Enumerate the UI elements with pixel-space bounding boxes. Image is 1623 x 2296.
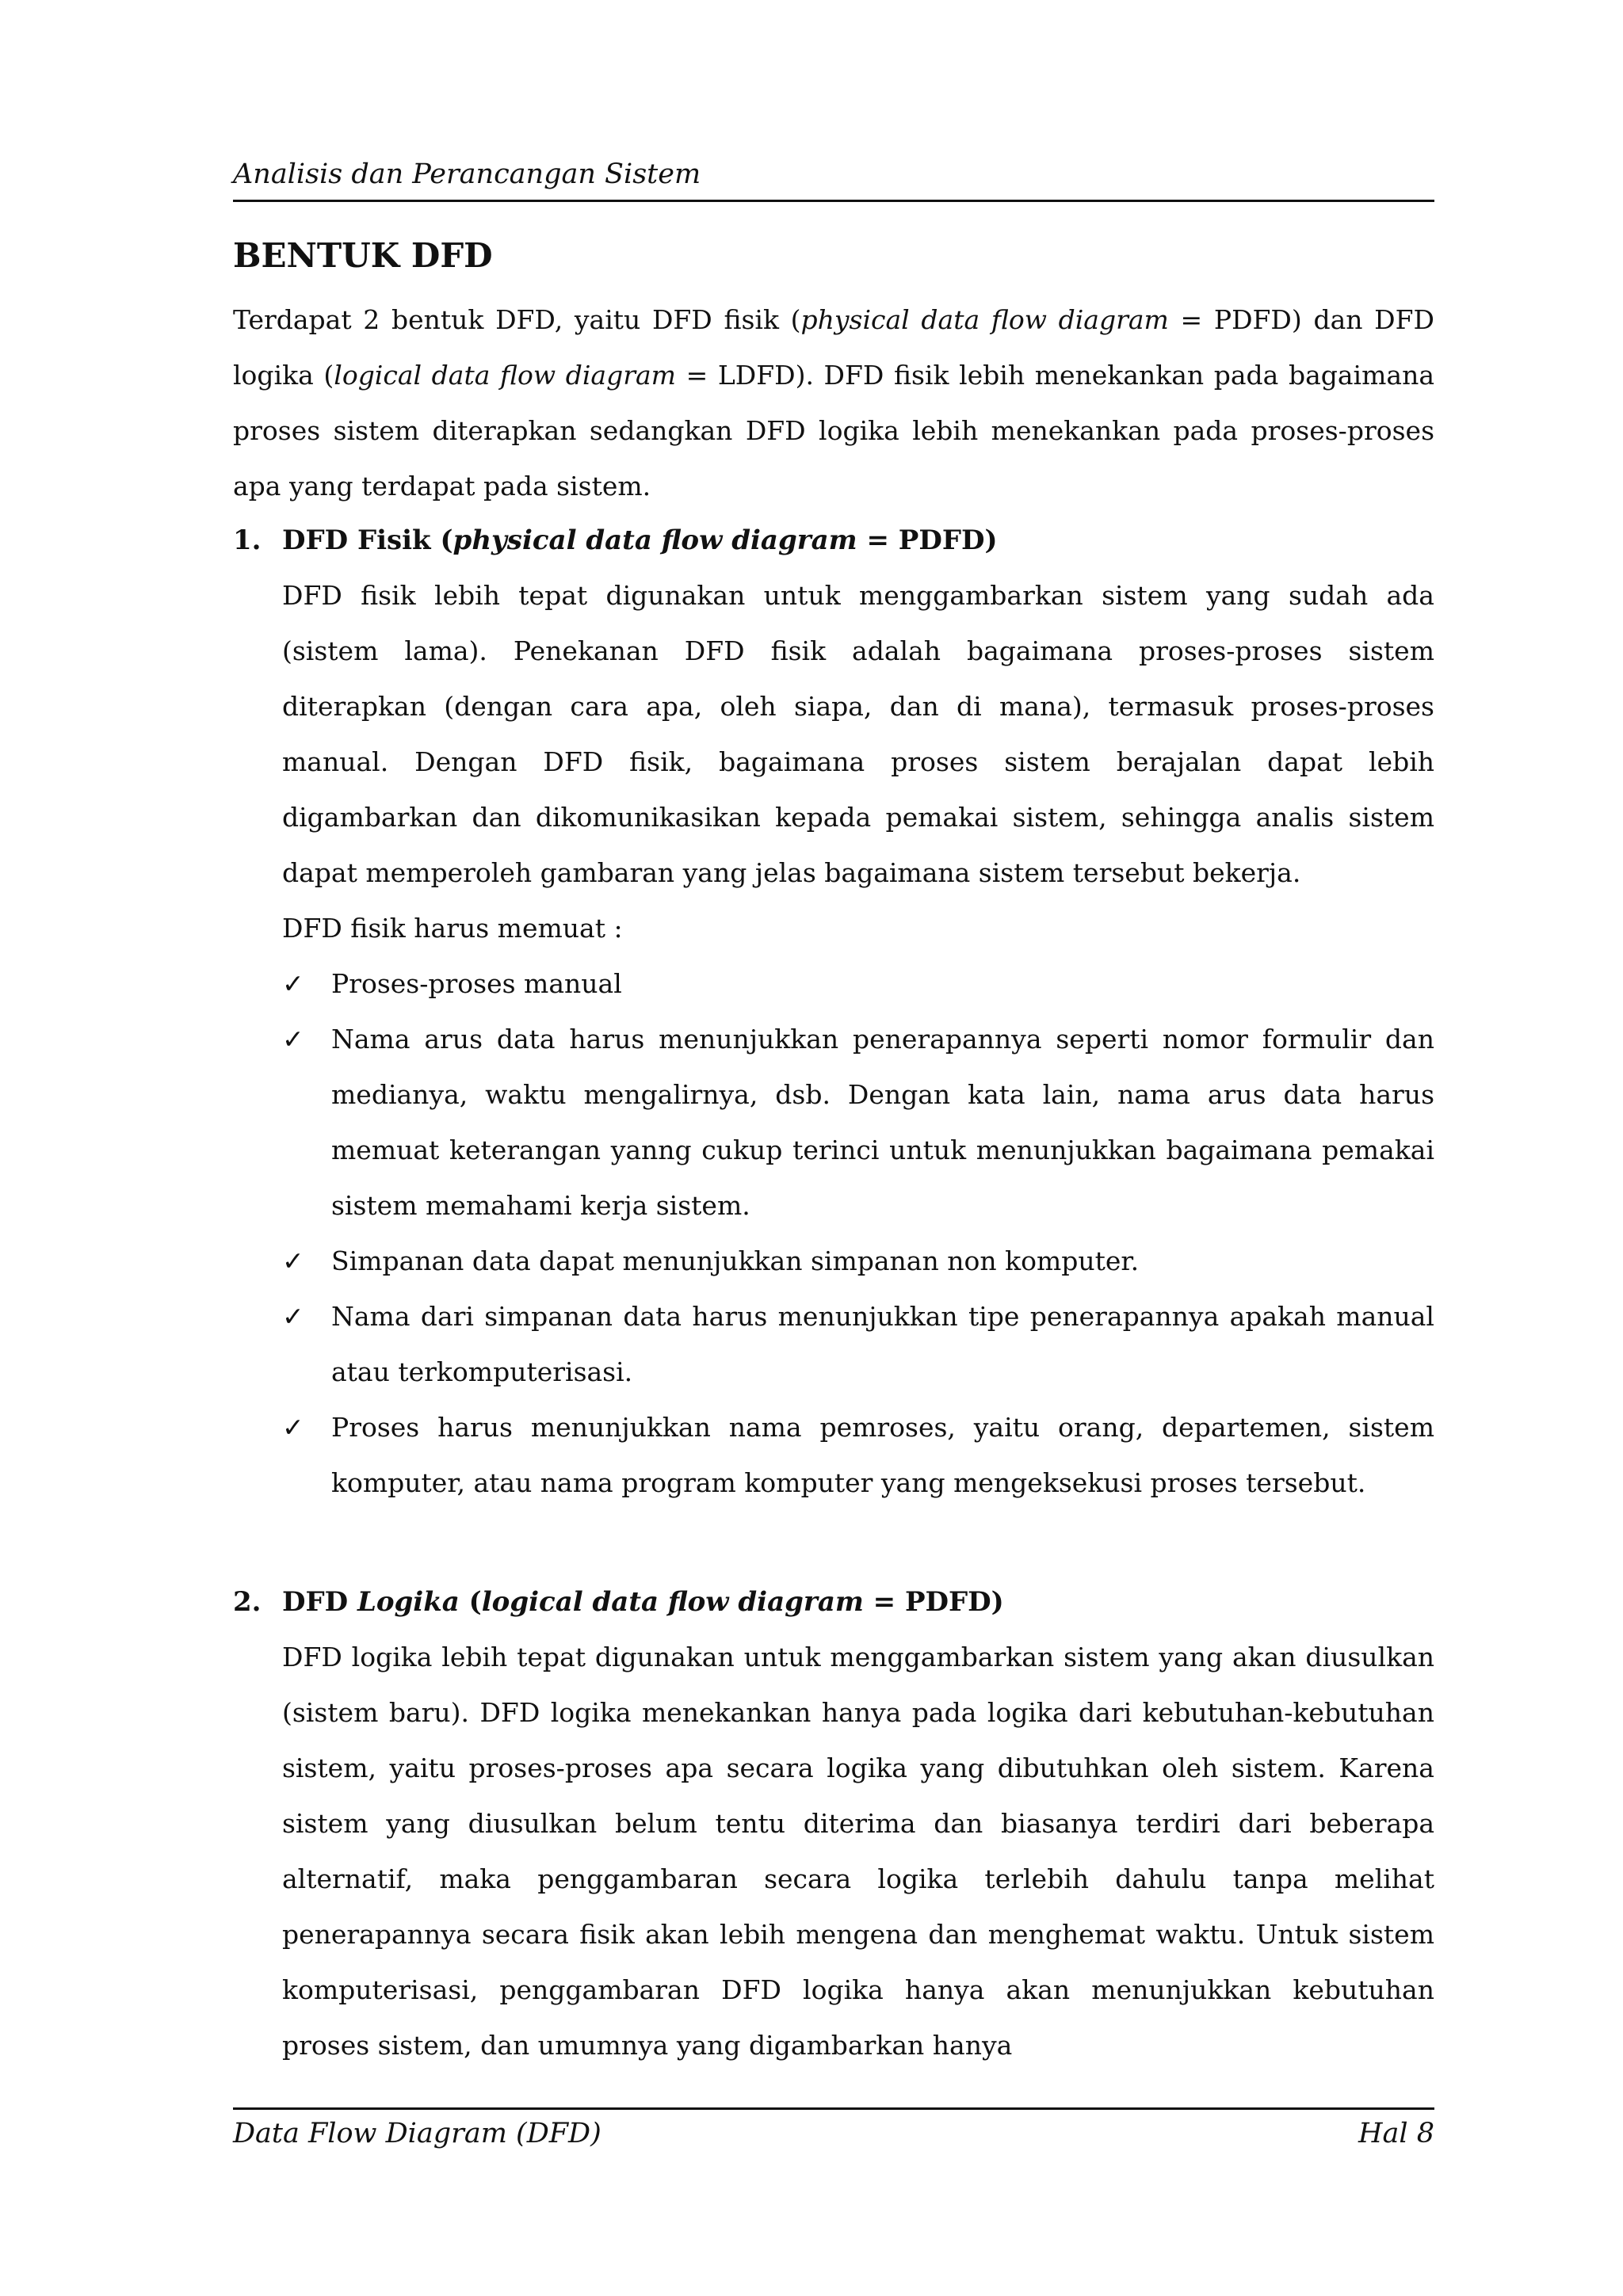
section-title: BENTUK DFD (233, 236, 493, 275)
intro-paragraph (233, 292, 1434, 514)
item1-heading-text-2: = PDFD) (857, 524, 998, 556)
footer-title: Data Flow Diagram (DFD) (233, 2118, 601, 2149)
item1-heading (233, 513, 998, 568)
page-footer (233, 2114, 1434, 2153)
item2-heading-text-1: DFD (282, 1586, 357, 1618)
item2-heading-text-2: ( (459, 1586, 482, 1618)
checklist-item (282, 1234, 1434, 1289)
intro-text-2: = PDFD) dan DFD logika ( (233, 304, 1434, 391)
footer-divider (233, 2107, 1434, 2110)
item1-heading-text-1: DFD Fisik ( (282, 524, 453, 556)
checklist-item-text: Proses-proses manual (331, 968, 622, 999)
check-icon: ✓ (282, 1245, 304, 1276)
item1-list-intro: DFD fisik harus memuat : (282, 913, 623, 944)
page-number: Hal 8 (1358, 2118, 1434, 2149)
header-divider (233, 200, 1434, 202)
page-header: Analisis dan Perancangan Sistem (233, 158, 701, 190)
item1-heading-term: physical data flow diagram (453, 524, 857, 556)
check-icon: ✓ (282, 1024, 304, 1055)
item2-heading-term: logical data flow diagram (481, 1586, 864, 1618)
checklist-item (282, 956, 1434, 1012)
item2-body: DFD logika lebih tepat digunakan untuk menggambarkan sistem yang akan diusulkan (sistem baru). DFD logika menekankan hanya pada logika dari kebutuhan-kebutuhan sistem, yaitu proses-proses apa secara logika yang dibutuhkan oleh sistem. Karena sistem yang diusulkan belum tentu diterima dan biasanya terdiri dari beberapa alternatif, maka penggambaran secara logika terlebih dahulu tanpa melihat penerapannya secara fisik akan lebih mengena dan menghemat waktu. Untuk sistem komputerisasi, penggambaran DFD logika hanya akan menunjukkan kebutuhan proses sistem, dan umumnya yang digambarkan hanya (282, 1642, 1434, 2061)
item2-heading (233, 1574, 1004, 1630)
checklist-item (282, 1289, 1434, 1400)
intro-term-physical: physical data flow diagram (800, 304, 1169, 335)
checklist-item (282, 1400, 1434, 1511)
item2-number: 2. (233, 1586, 262, 1618)
checklist-item-text: Nama arus data harus menunjukkan penerapannya seperti nomor formulir dan medianya, waktu mengalirnya, dsb. Dengan kata lain, nama arus data harus memuat keterangan yanng cukup terinci untuk menunjukkan bagaimana pemakai sistem memahami kerja sistem. (331, 1024, 1434, 1221)
check-icon: ✓ (282, 1301, 304, 1332)
checklist-item (282, 1012, 1434, 1234)
check-icon: ✓ (282, 1412, 304, 1443)
check-icon: ✓ (282, 968, 304, 999)
intro-term-logical: logical data flow diagram (334, 360, 676, 391)
item1-checklist (282, 956, 1434, 1511)
intro-text-3: = LDFD). DFD fisik lebih menekankan pada bagaimana proses sistem diterapkan sedangkan DFD logika lebih menekankan pada proses-proses apa yang terdapat pada sistem. (233, 360, 1435, 502)
item1-number: 1. (233, 524, 262, 556)
checklist-item-text: Nama dari simpanan data harus menunjukkan tipe penerapannya apakah manual atau terkomputerisasi. (331, 1301, 1434, 1387)
item1-body: DFD fisik lebih tepat digunakan untuk menggambarkan sistem yang sudah ada (sistem lama). Penekanan DFD fisik adalah bagaimana proses-proses sistem diterapkan (dengan cara apa, oleh siapa, dan di mana), termasuk proses-proses manual. Dengan DFD fisik, bagaimana proses sistem berajalan dapat lebih digambarkan dan dikomunikasikan kepada pemakai sistem, sehingga analis sistem dapat memperoleh gambaran yang jelas bagaimana sistem tersebut bekerja. (282, 580, 1434, 888)
intro-text-1: Terdapat 2 bentuk DFD, yaitu DFD fisik ( (233, 304, 801, 335)
item2-heading-text-3: = PDFD) (863, 1586, 1004, 1618)
checklist-item-text: Simpanan data dapat menunjukkan simpanan non komputer. (331, 1245, 1140, 1276)
checklist-item-text: Proses harus menunjukkan nama pemroses, yaitu orang, departemen, sistem komputer, atau nama program komputer yang mengeksekusi proses tersebut. (331, 1412, 1434, 1498)
item2-heading-term-logika: Logika (357, 1586, 460, 1618)
